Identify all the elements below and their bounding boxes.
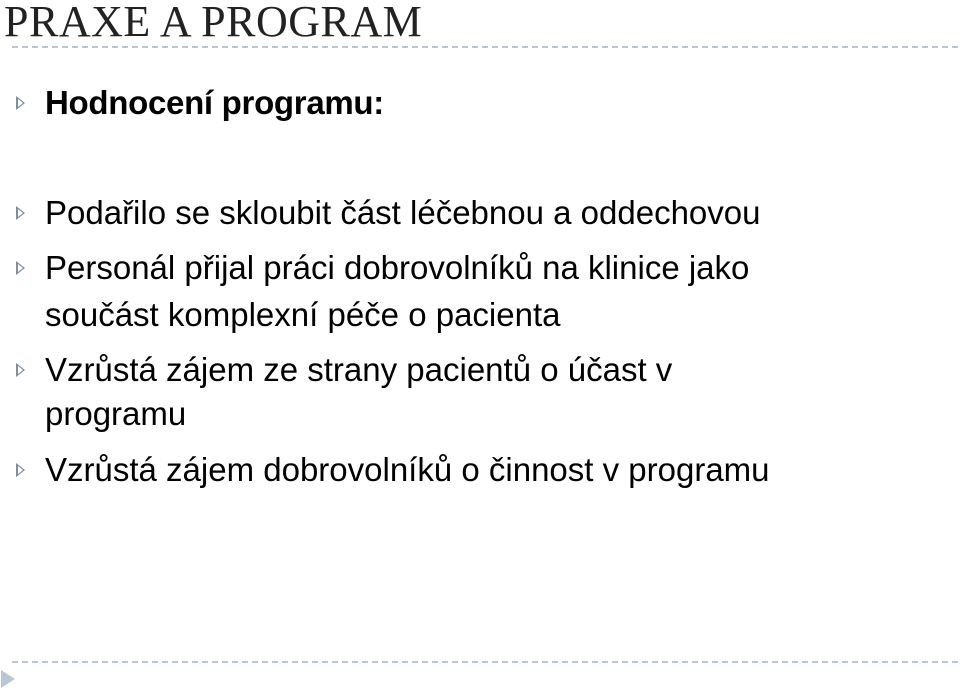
bullet-item-1-line-1: Podařilo se skloubit část léčebnou a oddechovou — [45, 194, 761, 231]
bullet-arrow-icon — [16, 206, 25, 220]
title-divider — [12, 46, 958, 48]
bullet-arrow-icon — [16, 96, 25, 110]
section-heading: Hodnocení programu: — [45, 84, 384, 121]
bullet-item-3-line-2: programu — [45, 395, 187, 432]
bullet-arrow-icon — [16, 463, 25, 477]
corner-arrow-icon — [1, 670, 15, 688]
bullet-item-2-line-1: Personál přijal práci dobrovolníků na klinice jako — [45, 249, 750, 286]
bullet-item-2-line-2: součást komplexní péče o pacienta — [45, 296, 561, 333]
bullet-item-3-line-1: Vzrůstá zájem ze strany pacientů o účast v — [45, 351, 673, 388]
slide-title: PRAXE A PROGRAM — [4, 0, 423, 46]
footer-divider — [12, 661, 958, 663]
bullet-arrow-icon — [16, 363, 25, 377]
bullet-arrow-icon — [16, 261, 25, 275]
bullet-item-4-line-1: Vzrůstá zájem dobrovolníků o činnost v programu — [45, 451, 770, 488]
